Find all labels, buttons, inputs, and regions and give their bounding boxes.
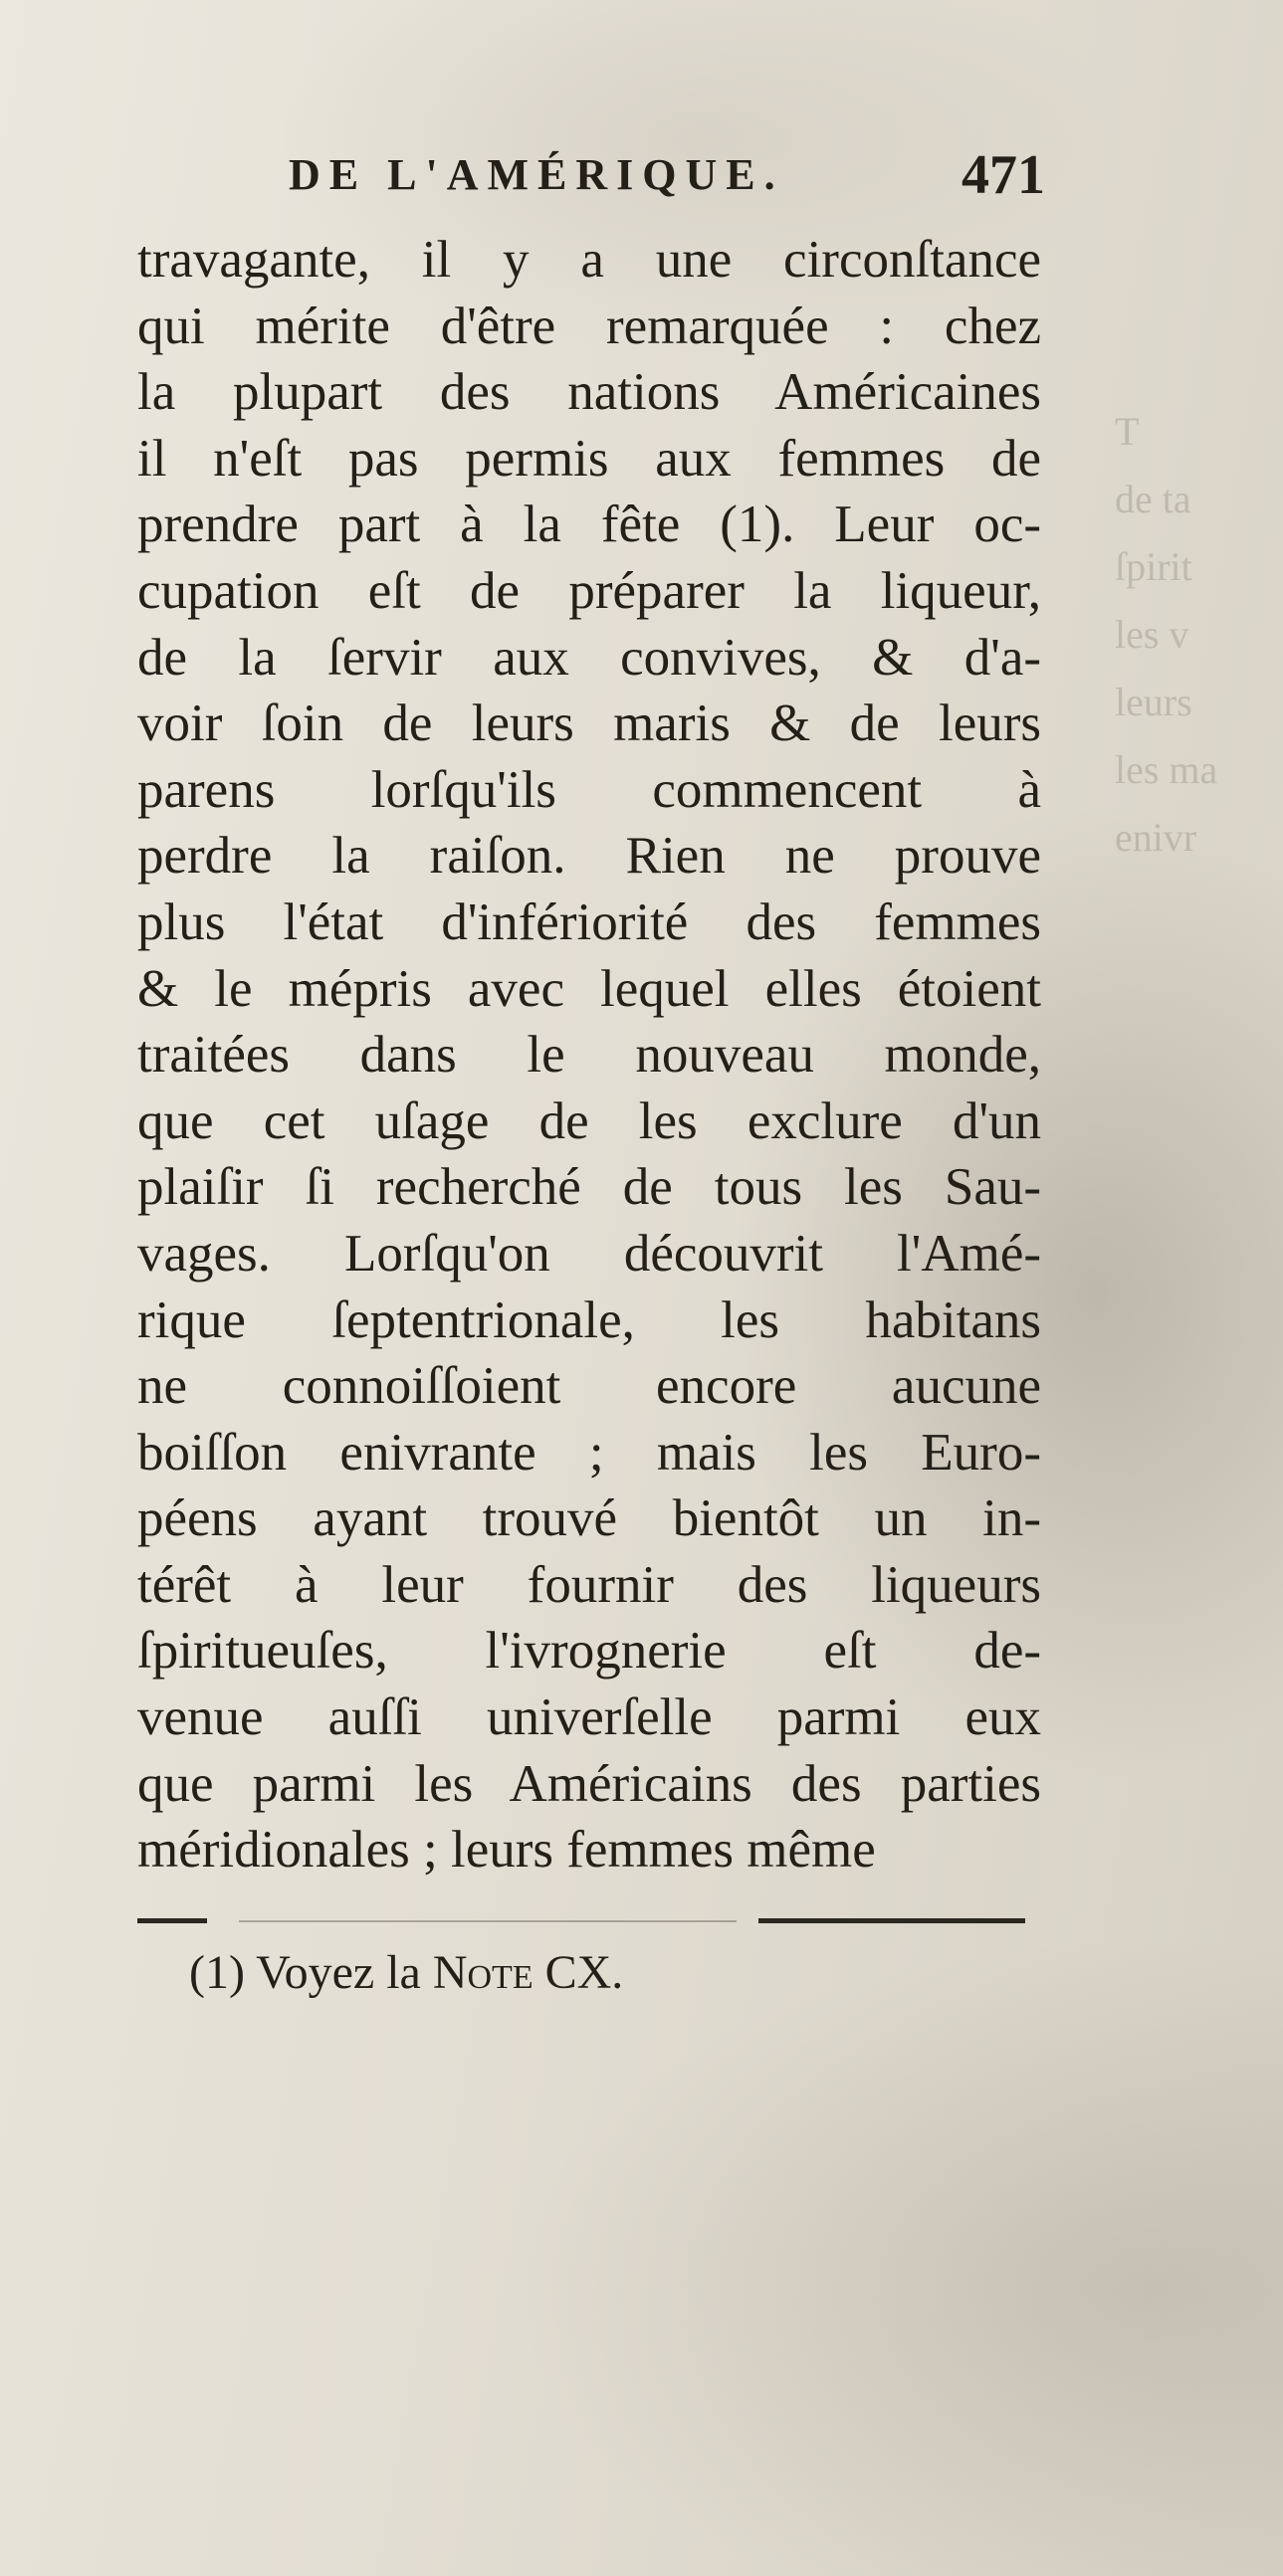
bleed-line: ſpirit — [1115, 544, 1192, 589]
text-line: parens lorſqu'ils commencent à — [137, 760, 1041, 819]
footnote-rule-faint — [239, 1920, 737, 1922]
footnote-note-number: CX. — [544, 1946, 624, 1999]
text-line: venue auſſi univerſelle parmi eux — [137, 1688, 1041, 1747]
bleed-line: les v — [1115, 612, 1189, 657]
footnote — [189, 1945, 623, 2000]
body-text — [137, 227, 1041, 1883]
text-line: voir ſoin de leurs maris & de leurs — [137, 694, 1041, 753]
text-line: boiſſon enivrante ; mais les Euro- — [137, 1423, 1041, 1482]
bleed-line: T — [1115, 409, 1140, 454]
text-line: plaiſir ſi recherché de tous les Sau- — [137, 1158, 1041, 1217]
bleed-line: leurs — [1115, 680, 1192, 724]
footnote-marker: (1) — [189, 1946, 245, 1999]
text-line: vages. Lorſqu'on découvrit l'Amé- — [137, 1224, 1041, 1283]
text-line: méridionales ; leurs femmes même — [137, 1821, 876, 1880]
text-line: & le mépris avec lequel elles étoient — [137, 959, 1041, 1018]
text-line: de la ſervir aux convives, & d'a- — [137, 628, 1041, 687]
page-number: 471 — [962, 144, 1045, 206]
text-line: cupation eſt de préparer la liqueur, — [137, 561, 1041, 620]
text-line: prendre part à la fête (1). Leur oc- — [137, 495, 1041, 554]
running-head: DE L'AMÉRIQUE. — [289, 150, 784, 199]
text-line: que cet uſage de les exclure d'un — [137, 1091, 1041, 1150]
text-line: il n'eſt pas permis aux femmes de — [137, 429, 1041, 488]
footnote-rule — [758, 1918, 1025, 1923]
text-line: térêt à leur fournir des liqueurs — [137, 1555, 1041, 1614]
text-line: que parmi les Américains des parties — [137, 1754, 1041, 1813]
page-header — [289, 144, 1055, 229]
footnote-rule — [137, 1918, 207, 1923]
footnote-text: Voyez la — [256, 1946, 421, 1999]
text-line: ſpiritueuſes, l'ivrognerie eſt de- — [137, 1622, 1041, 1681]
text-line: travagante, il y a une circonſtance — [137, 231, 1041, 289]
text-line: péens ayant trouvé bientôt un in- — [137, 1489, 1041, 1548]
text-line: ne connoiſſoient encore aucune — [137, 1357, 1041, 1416]
bleed-line: enivr — [1115, 815, 1197, 860]
text-line: rique ſeptentrionale, les habitans — [137, 1290, 1041, 1349]
bleed-line: les ma — [1115, 747, 1218, 792]
text-line: plus l'état d'infériorité des femmes — [137, 892, 1041, 951]
text-line: qui mérite d'être remarquée : chez — [137, 297, 1041, 355]
bleed-through-text — [1115, 398, 1283, 876]
text-line: perdre la raiſon. Rien ne prouve — [137, 827, 1041, 886]
bleed-line: de ta — [1115, 477, 1191, 521]
text-line: traitées dans le nouveau monde, — [137, 1026, 1041, 1085]
footnote-note-word: Note — [432, 1946, 534, 1999]
text-line: la plupart des nations Américaines — [137, 363, 1041, 422]
